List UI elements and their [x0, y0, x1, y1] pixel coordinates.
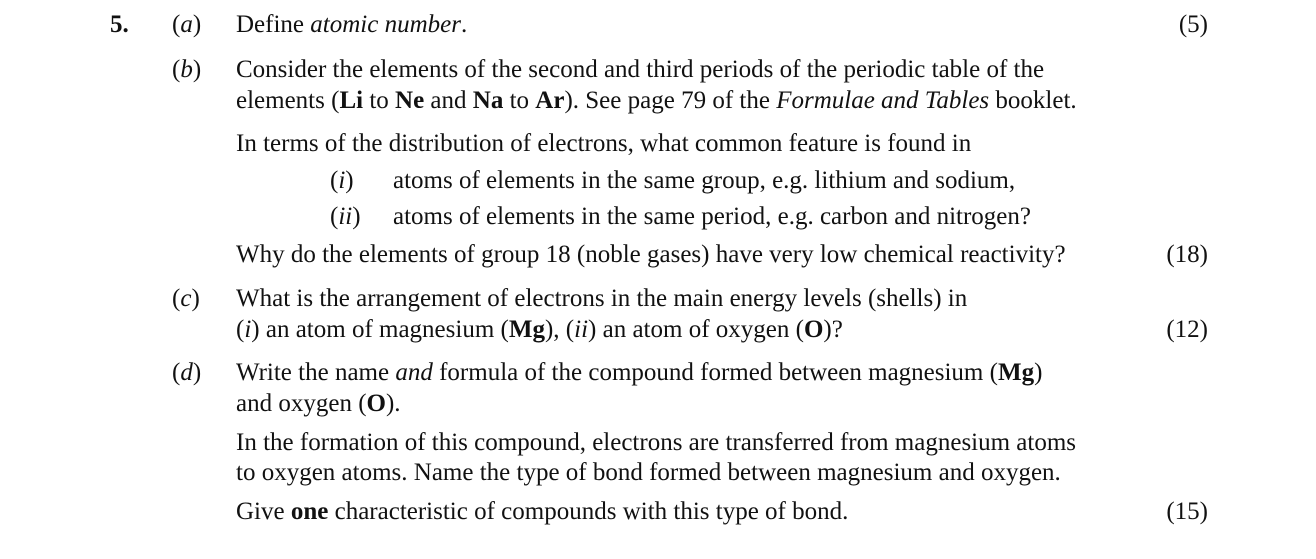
- part-d-letter: d: [180, 359, 193, 386]
- part-c-line-2: [236, 315, 843, 345]
- element-mg: Mg: [508, 316, 545, 343]
- part-d-line-2: [236, 389, 401, 419]
- part-c-letter: c: [180, 285, 192, 312]
- part-b-line-3: In terms of the distribution of electrons, what common feature is found in: [236, 130, 972, 157]
- part-d-line-5-t1: Give: [236, 498, 291, 525]
- sub-ii-text: atoms of elements in the same period, e.g. carbon and nitrogen?: [393, 203, 1031, 230]
- part-b-line-2-t4: to: [503, 87, 536, 114]
- part-c-line-1: What is the arrangement of electrons in the main energy levels (shells) in: [236, 285, 968, 312]
- part-c-line-2-p2: ) an atom of magnesium (: [251, 316, 509, 343]
- part-d-emphasis-one: one: [290, 498, 329, 525]
- element-li: Li: [339, 87, 364, 114]
- part-c-line-2-p4: ) an atom of oxygen (: [588, 316, 804, 343]
- sub-i-text: atoms of elements in the same group, e.g. lithium and sodium,: [393, 167, 1016, 194]
- question-number: 5.: [110, 11, 129, 38]
- part-b-marks: (18): [1166, 241, 1208, 268]
- part-d-line-1-t2: formula of the compound formed between magnesium (: [432, 359, 998, 386]
- part-d-line-4: to oxygen atoms. Name the type of bond formed between magnesium and oxygen.: [236, 459, 1061, 486]
- part-a-marks: (5): [1178, 11, 1208, 38]
- part-c-label: (c): [172, 285, 200, 312]
- part-a-label: (a): [172, 11, 202, 38]
- part-a-text-post: .: [460, 11, 468, 38]
- part-d-line-1-t3: ): [1034, 359, 1043, 386]
- part-b-last-line: Why do the elements of group 18 (noble gases) have very low chemical reactivity?: [236, 241, 1066, 268]
- part-a-text-pre: Define: [236, 11, 311, 38]
- part-d-line-2-t2: ).: [385, 390, 401, 417]
- sub-ii-roman: ii: [338, 203, 353, 230]
- element-o-d: O: [366, 390, 386, 417]
- element-o: O: [803, 316, 824, 343]
- part-d-line-1-t1: Write the name: [236, 359, 396, 386]
- element-ar: Ar: [535, 87, 565, 114]
- part-c-roman-ii: ii: [574, 316, 589, 343]
- part-a-text: [236, 10, 467, 40]
- element-ne: Ne: [395, 87, 425, 114]
- part-d-line-1: [236, 358, 1042, 388]
- part-c-line-2-p3: ), (: [544, 316, 575, 343]
- part-a-term: atomic number: [310, 11, 461, 38]
- part-b-line-2: [236, 86, 1077, 116]
- part-c-line-2-p1: (: [236, 316, 245, 343]
- part-b-line-2-t1: elements (: [236, 87, 340, 114]
- part-d-line-2-t1: and oxygen (: [236, 390, 367, 417]
- booklet-title: Formulae and Tables: [776, 87, 990, 114]
- part-a-letter: a: [180, 11, 193, 38]
- element-mg-d: Mg: [997, 359, 1035, 386]
- part-d-label: (d): [172, 359, 202, 386]
- part-b-letter: b: [180, 56, 193, 83]
- sub-i-roman: i: [338, 167, 346, 194]
- part-b-line-2-t3: and: [424, 87, 473, 114]
- part-d-line-3: In the formation of this compound, electrons are transferred from magnesium atoms: [236, 429, 1077, 456]
- part-b-line-2-t2: to: [363, 87, 396, 114]
- sub-ii-label: (ii): [330, 203, 361, 230]
- part-c-line-2-p5: )?: [823, 316, 843, 343]
- part-b-line-2-t5: ). See page 79 of the: [564, 87, 777, 114]
- part-c-marks: (12): [1166, 316, 1208, 343]
- part-c-roman-i: i: [244, 316, 252, 343]
- part-b-line-1: Consider the elements of the second and third periods of the periodic table of the: [236, 56, 1045, 83]
- part-d-line-5-t2: characteristic of compounds with this type of bond.: [328, 498, 849, 525]
- part-d-emphasis-and: and: [395, 359, 433, 386]
- sub-i-label: (i): [330, 167, 354, 194]
- part-d-marks: (15): [1166, 498, 1208, 525]
- part-d-line-5: [236, 497, 848, 527]
- part-b-label: (b): [172, 56, 202, 83]
- part-b-line-2-t6: booklet.: [989, 87, 1077, 114]
- element-na: Na: [472, 87, 504, 114]
